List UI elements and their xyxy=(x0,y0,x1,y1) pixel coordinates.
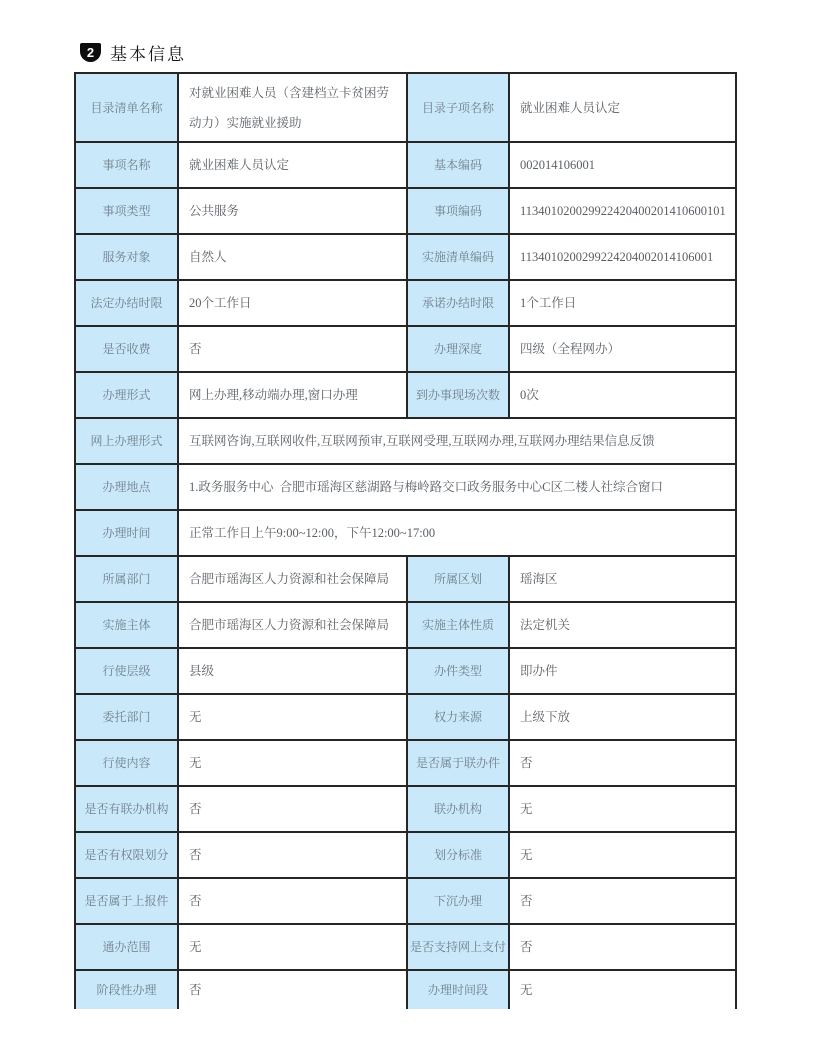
table-row xyxy=(75,372,736,418)
table-row xyxy=(75,970,736,1009)
table-row xyxy=(75,234,736,280)
field-label: 承诺办结时限 xyxy=(407,280,509,326)
field-label: 到办事现场次数 xyxy=(407,372,509,418)
field-value: 即办件 xyxy=(509,648,736,694)
field-label: 是否属于联办件 xyxy=(407,740,509,786)
field-value: 四级（全程网办） xyxy=(509,326,736,372)
field-value: 网上办理,移动端办理,窗口办理 xyxy=(178,372,407,418)
table-row xyxy=(75,556,736,602)
field-label: 是否收费 xyxy=(75,326,178,372)
field-label: 网上办理形式 xyxy=(75,418,178,464)
field-label: 办理时间段 xyxy=(407,970,509,1009)
table-row xyxy=(75,188,736,234)
field-value: 自然人 xyxy=(178,234,407,280)
field-label: 下沉办理 xyxy=(407,878,509,924)
field-label: 基本编码 xyxy=(407,142,509,188)
table-row xyxy=(75,786,736,832)
table-row xyxy=(75,924,736,970)
field-value: 就业困难人员认定 xyxy=(178,142,407,188)
field-label: 行使内容 xyxy=(75,740,178,786)
section-number-badge-icon: 2 xyxy=(80,43,101,62)
field-value: 无 xyxy=(509,970,736,1009)
field-label: 行使层级 xyxy=(75,648,178,694)
field-value: 否 xyxy=(178,326,407,372)
field-label: 办理时间 xyxy=(75,510,178,556)
table-row xyxy=(75,602,736,648)
field-value: 002014106001 xyxy=(509,142,736,188)
section-title: 基本信息 xyxy=(110,44,186,64)
field-label: 办理地点 xyxy=(75,464,178,510)
field-label: 服务对象 xyxy=(75,234,178,280)
field-label: 委托部门 xyxy=(75,694,178,740)
field-label: 实施主体性质 xyxy=(407,602,509,648)
field-label: 办理深度 xyxy=(407,326,509,372)
field-label: 是否属于上报件 xyxy=(75,878,178,924)
field-value: 113401020029922420400201410600101 xyxy=(509,188,736,234)
field-value: 否 xyxy=(509,740,736,786)
table-row xyxy=(75,878,736,924)
info-table-body xyxy=(75,73,736,1009)
field-value: 上级下放 xyxy=(509,694,736,740)
field-value: 瑶海区 xyxy=(509,556,736,602)
field-value: 1134010200299224204002014106001 xyxy=(509,234,736,280)
basic-info-table xyxy=(74,72,737,1009)
table-row xyxy=(75,740,736,786)
field-label: 实施清单编码 xyxy=(407,234,509,280)
field-value: 无 xyxy=(178,694,407,740)
field-value: 无 xyxy=(178,740,407,786)
field-label: 事项类型 xyxy=(75,188,178,234)
field-label: 通办范围 xyxy=(75,924,178,970)
table-row xyxy=(75,694,736,740)
field-value: 0次 xyxy=(509,372,736,418)
field-label: 法定办结时限 xyxy=(75,280,178,326)
table-row xyxy=(75,832,736,878)
field-value: 无 xyxy=(509,832,736,878)
field-label: 权力来源 xyxy=(407,694,509,740)
table-row xyxy=(75,73,736,142)
field-value: 1.政务服务中心 合肥市瑶海区慈湖路与梅岭路交口政务服务中心C区二楼人社综合窗口 xyxy=(178,464,736,510)
field-value: 法定机关 xyxy=(509,602,736,648)
table-row xyxy=(75,510,736,556)
field-value: 否 xyxy=(509,924,736,970)
field-label: 划分标准 xyxy=(407,832,509,878)
field-label: 事项名称 xyxy=(75,142,178,188)
field-value: 就业困难人员认定 xyxy=(509,73,736,142)
field-label: 所属部门 xyxy=(75,556,178,602)
field-label: 是否有联办机构 xyxy=(75,786,178,832)
table-row xyxy=(75,464,736,510)
field-label: 目录子项名称 xyxy=(407,73,509,142)
field-label: 事项编码 xyxy=(407,188,509,234)
field-value: 对就业困难人员（含建档立卡贫困劳动力）实施就业援助 xyxy=(178,73,407,142)
field-label: 是否支持网上支付 xyxy=(407,924,509,970)
field-label: 联办机构 xyxy=(407,786,509,832)
field-label: 阶段性办理 xyxy=(75,970,178,1009)
field-value: 20个工作日 xyxy=(178,280,407,326)
field-value: 县级 xyxy=(178,648,407,694)
field-value: 否 xyxy=(178,786,407,832)
field-value: 否 xyxy=(178,970,407,1009)
table-row xyxy=(75,648,736,694)
field-value: 公共服务 xyxy=(178,188,407,234)
field-label: 是否有权限划分 xyxy=(75,832,178,878)
field-label: 实施主体 xyxy=(75,602,178,648)
section-header xyxy=(80,41,186,63)
field-value: 否 xyxy=(509,878,736,924)
field-value: 否 xyxy=(178,832,407,878)
field-value: 正常工作日上午9:00~12:00，下午12:00~17:00 xyxy=(178,510,736,556)
field-label: 目录清单名称 xyxy=(75,73,178,142)
field-label: 办件类型 xyxy=(407,648,509,694)
field-value: 无 xyxy=(178,924,407,970)
table-row xyxy=(75,326,736,372)
field-value: 合肥市瑶海区人力资源和社会保障局 xyxy=(178,602,407,648)
field-value: 合肥市瑶海区人力资源和社会保障局 xyxy=(178,556,407,602)
field-label: 办理形式 xyxy=(75,372,178,418)
field-value: 否 xyxy=(178,878,407,924)
table-row xyxy=(75,280,736,326)
field-value: 无 xyxy=(509,786,736,832)
field-value: 互联网咨询,互联网收件,互联网预审,互联网受理,互联网办理,互联网办理结果信息反馈 xyxy=(178,418,736,464)
field-label: 所属区划 xyxy=(407,556,509,602)
table-row xyxy=(75,142,736,188)
table-row xyxy=(75,418,736,464)
field-value: 1个工作日 xyxy=(509,280,736,326)
